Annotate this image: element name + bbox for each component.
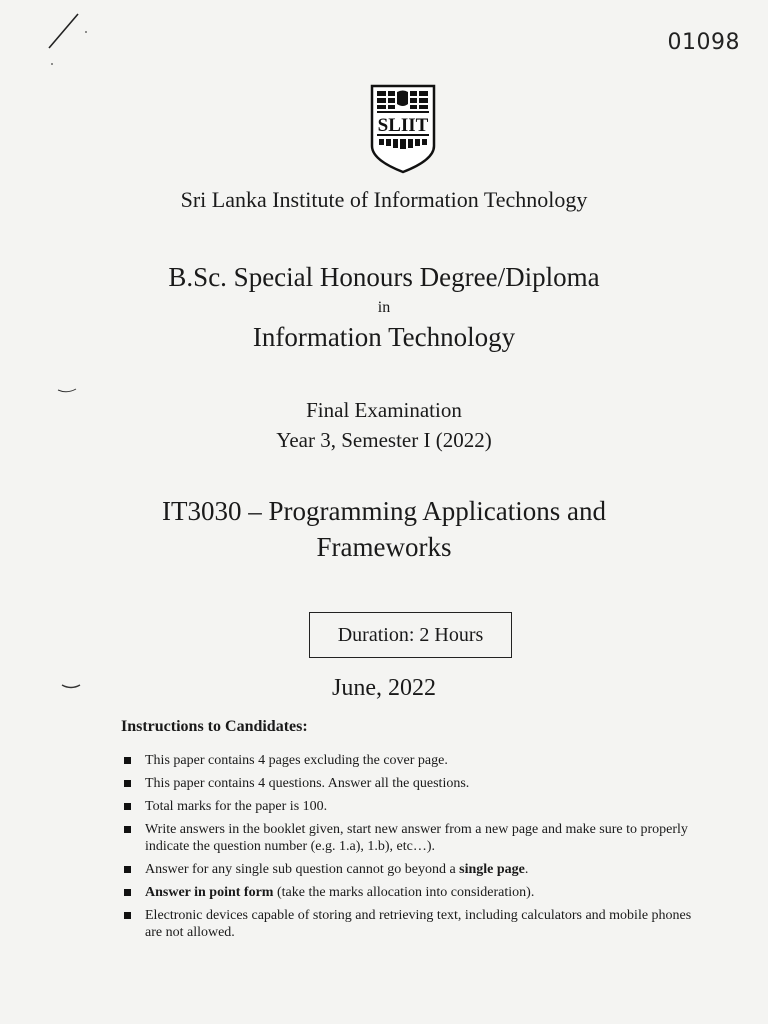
instruction-item <box>122 907 702 941</box>
square-bullet-icon <box>124 866 131 873</box>
square-bullet-icon <box>124 780 131 787</box>
instruction-item <box>122 752 702 769</box>
pen-stroke-mark <box>44 6 94 70</box>
instructions-list <box>122 752 702 947</box>
instruction-item <box>122 798 702 815</box>
square-bullet-icon <box>124 803 131 810</box>
svg-text:SLIIT: SLIIT <box>377 115 429 136</box>
instruction-text: (take the marks allocation into consideration). <box>273 885 535 900</box>
instruction-text: Answer for any single sub question cannot go beyond a <box>145 862 460 877</box>
degree-connector: in <box>377 299 391 316</box>
document-number: 01098 <box>667 30 740 55</box>
sliit-logo <box>370 84 436 174</box>
instruction-emphasis: single page <box>459 862 525 877</box>
instruction-text: . <box>524 862 529 877</box>
degree-title: B.Sc. Special Honours Degree/Diploma <box>168 262 600 292</box>
instruction-emphasis: Answer in point form <box>145 885 274 900</box>
exam-date: June, 2022 <box>332 675 436 701</box>
punch-mark-upper <box>56 386 80 396</box>
institute-name: Sri Lanka Institute of Information Technology <box>180 187 588 212</box>
instruction-text: Write answers in the booklet given, start new answer from a new page and make sure to properly indicate the question number (e.g. 1.a), 1.b), etc…). <box>145 822 688 854</box>
instruction-item <box>122 861 702 878</box>
degree-field: Information Technology <box>252 322 516 352</box>
duration-text: Duration: 2 Hours <box>337 623 484 646</box>
instruction-text: Total marks for the paper is 100. <box>145 799 328 814</box>
instruction-item <box>122 884 702 901</box>
instructions-heading: Instructions to Candidates: <box>121 718 308 735</box>
square-bullet-icon <box>124 757 131 764</box>
duration-box <box>309 612 512 658</box>
square-bullet-icon <box>124 912 131 919</box>
instruction-item <box>122 821 702 855</box>
year-semester: Year 3, Semester I (2022) <box>276 428 492 452</box>
instruction-text: Electronic devices capable of storing and retrieving text, including calculators and mobile phones are not allowed. <box>145 908 692 940</box>
square-bullet-icon <box>124 826 131 833</box>
course-title-line1: IT3030 – Programming Applications and <box>162 496 606 526</box>
instruction-text: This paper contains 4 pages excluding the cover page. <box>145 753 448 768</box>
course-title-line2: Frameworks <box>316 532 452 562</box>
square-bullet-icon <box>124 889 131 896</box>
instruction-item <box>122 775 702 792</box>
exam-type: Final Examination <box>306 398 462 422</box>
instruction-text: This paper contains 4 questions. Answer all the questions. <box>145 776 470 791</box>
